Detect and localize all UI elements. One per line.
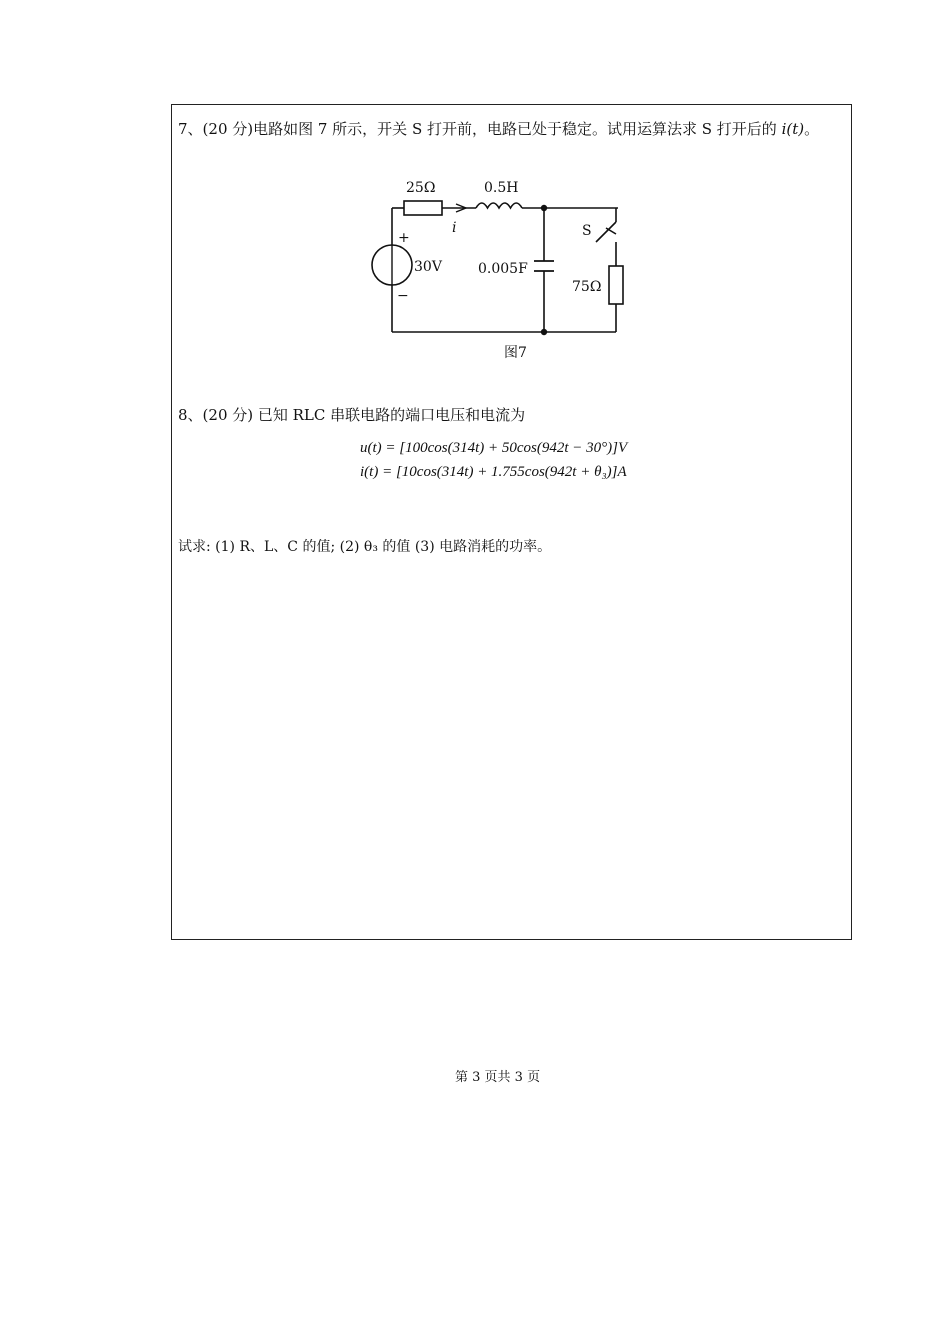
equation-i: i(t) = [10cos(314t) + 1.755cos(942t + θ₃)]A bbox=[360, 464, 627, 480]
question-7 bbox=[178, 118, 819, 139]
label-current: i bbox=[452, 220, 457, 236]
figure-caption: 图7 bbox=[504, 345, 527, 361]
q7-text: 7、(20 分)电路如图 7 所示，开关 S 打开前，电路已处于稳定。试用运算法求 S 打开后的 bbox=[178, 120, 782, 138]
junction-bottom bbox=[541, 329, 547, 335]
question-8-ask: 试求: (1) R、L、C 的值; (2) θ₃ 的值 (3) 电路消耗的功率。 bbox=[178, 539, 552, 555]
question-8: 8、(20 分) 已知 RLC 串联电路的端口电压和电流为 bbox=[178, 406, 526, 424]
label-25-ohm: 25Ω bbox=[406, 180, 436, 196]
q7-end: 。 bbox=[804, 120, 820, 138]
q7-symbol: i(t) bbox=[781, 120, 805, 138]
label-75-ohm: 75Ω bbox=[572, 279, 602, 295]
label-plus: + bbox=[398, 230, 410, 246]
capacitor bbox=[534, 261, 554, 271]
label-capacitor: 0.005F bbox=[478, 261, 528, 277]
label-30v: 30V bbox=[414, 259, 442, 275]
label-minus: − bbox=[397, 288, 409, 304]
inductor-coil bbox=[476, 203, 522, 208]
label-switch: S bbox=[582, 223, 592, 239]
junction-top bbox=[541, 205, 547, 211]
circuit-diagram bbox=[360, 170, 660, 345]
page-footer: 第 3 页共 3 页 bbox=[455, 1070, 541, 1085]
equation-u: u(t) = [100cos(314t) + 50cos(942t − 30°)]V bbox=[360, 440, 628, 456]
resistor-25 bbox=[404, 201, 442, 215]
label-inductor: 0.5H bbox=[484, 180, 519, 196]
resistor-75 bbox=[609, 266, 623, 304]
switch-icon bbox=[596, 222, 616, 242]
